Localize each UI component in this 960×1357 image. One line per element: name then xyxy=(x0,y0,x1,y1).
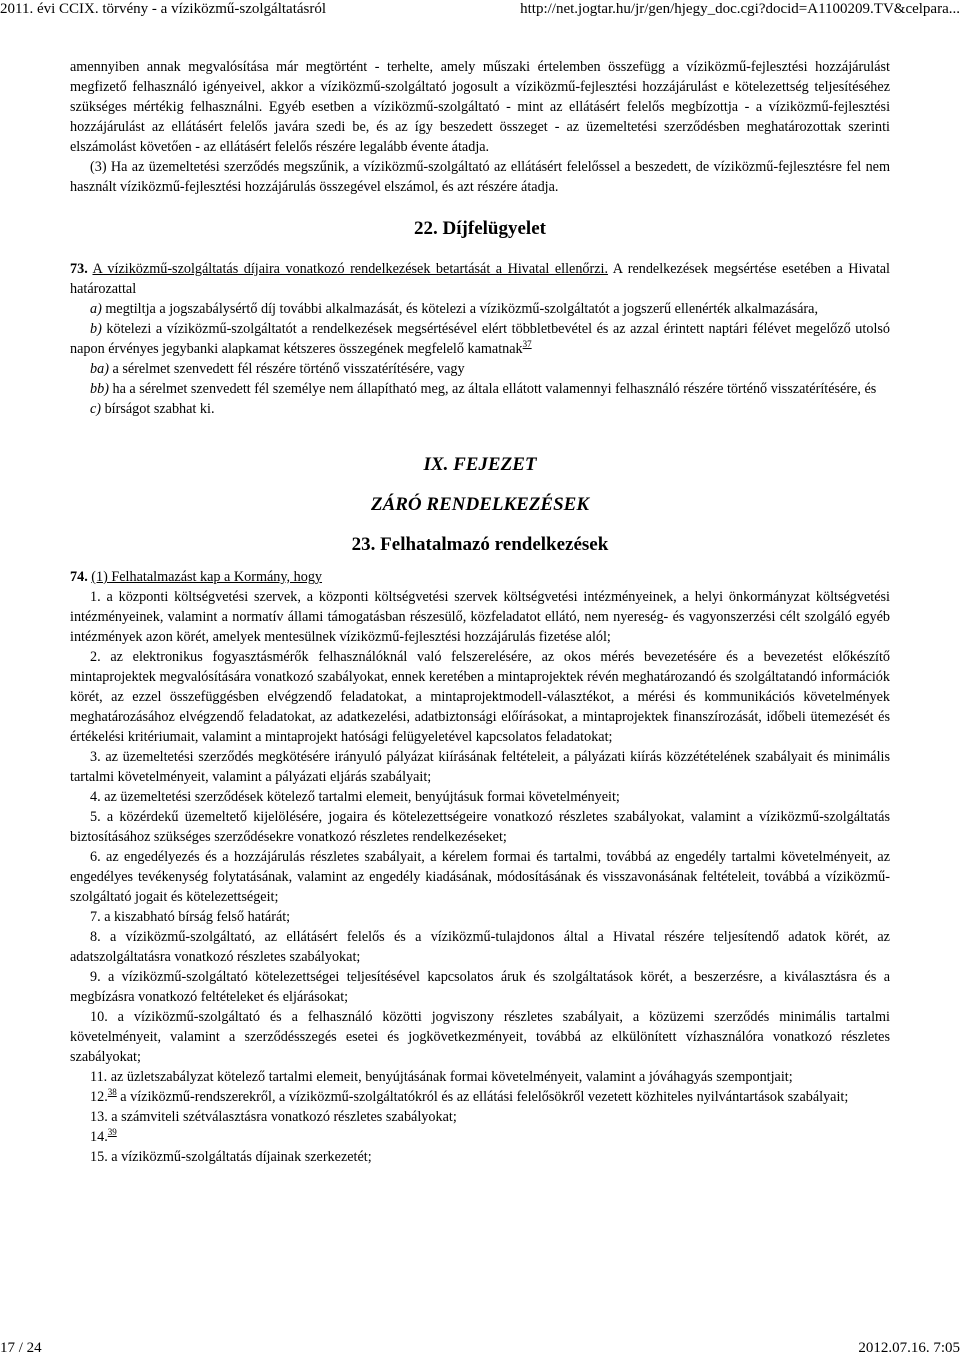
section-73: 73. A víziközmű-szolgáltatás díjaira vonatkozó rendelkezések betartását a Hivatal ellenőrzi. A rendelkezések megsértése esetében a Hivatal határozattal xyxy=(70,261,891,297)
document-body xyxy=(70,57,890,1167)
paragraph-2-continued: amennyiben annak megvalósítása már megtörtént - terhelte, amely műszaki értelemben összefügg a víziközmű-fejlesztési hozzájárulást megfizető felhasználó igényeivel, akkor a víziközmű-szolgáltató jogosult a víziközmű-fejlesztési hozzájárulást e kötelezettség teljesítéséhez szükséges mértékig felhasználni. Egyéb esetben a víziközmű-szolgáltató - mint az ellátásért felelős megbízottja - a víziközmű-fejlesztési hozzájárulást az ellátásért felelős javára szedi be, és az így beszedett összeget - az üzemeltetési szerződésben meghatározottak szerinti elszámolást követően - az ellátásért felelős részére legalább évente átadja. xyxy=(70,59,891,155)
list-item-1: 1. a központi költségvetési szervek, a központi költségvetési szervek költségvetési intézményeinek, a helyi önkormányzat költségvetési intézményeinek, valamint a normatív állami támogatásban részesülő, közfeladatot ellátó, nem nyereség- és vagyonszerzési célt szolgáló egyéb intézmények azon körét, amelyek mentesülnek víziközmű-fejlesztési hozzájárulás fizetése alól; xyxy=(70,589,890,645)
print-datetime: 2012.07.16. 7:05 xyxy=(858,1340,960,1356)
list-item-12: 12.38 a víziközmű-rendszerekről, a víziközmű-szolgáltatókról és az ellátási felelősökről vezetett közhiteles nyilvántartások szabályait; xyxy=(90,1087,849,1105)
page-number: 17 / 24 xyxy=(0,1340,42,1356)
footnote-link[interactable]: 37 xyxy=(522,339,532,349)
list-item-3: 3. az üzemeltetési szerződés megkötésére irányuló pályázat kiírásának feltételeit, a pályázati kiírás közzétételének szabályait és minimális tartalmi követelményeit, valamint a pályázati eljárás szabályait; xyxy=(70,749,890,785)
section-heading-22: 22. Díjfelügyelet xyxy=(414,218,546,239)
list-item-15: 15. a víziközmű-szolgáltatás díjainak szerkezetét; xyxy=(90,1149,372,1165)
amendment-link[interactable]: (1) Felhatalmazást kap a Kormány, hogy xyxy=(91,569,323,585)
section-heading-23: 23. Felhatalmazó rendelkezések xyxy=(351,534,609,555)
list-item-9: 9. a víziközmű-szolgáltató kötelezettségei teljesítésével kapcsolatos áruk és szolgáltatások körét, a beszerzésre, a kiválasztásra és a megbízásra vonatkozó feltételeket és eljárásokat; xyxy=(70,969,890,1005)
list-item-2: 2. az elektronikus fogyasztásmérők felhasználóknál való felszerelésére, az okos mérés bevezetésére és a bevezetést előkészítő mintaprojektek megvalósítására vonatkozó szabályokat, ennek keretében a mintaprojektek révén meghatározandó és szolgáltatandó információk körét, az ezzel összefüggésben elvégzendő feladatokat, a mintaprojektmodell-választékot, a mérési és kommunikációs követelmények meghatározásához elvégzendő feladatokat, az adatkezelési, adatbiztonsági előírásokat, a mintaprojektek finanszírozását, időbeli ütemezését és értékelési kritériumait, valamint a mintaprojekt hatósági felügyeletével kapcsolatos feladatokat; xyxy=(70,649,890,745)
header-url[interactable]: http://net.jogtar.hu/jr/gen/hjegy_doc.cgi?docid=A1100209.TV&celpara... xyxy=(520,1,960,17)
footnote-link[interactable]: 38 xyxy=(107,1087,117,1097)
chapter-title: ZÁRÓ RENDELKEZÉSEK xyxy=(370,494,590,515)
list-item-11: 11. az üzletszabályzat kötelező tartalmi elemeit, benyújtásának formai követelményeit, valamint a jóváhagyás szempontjait; xyxy=(90,1069,793,1085)
point-bb: bb) ha a sérelmet szenvedett fél személye nem állapítható meg, az általa ellátott valamennyi felhasználó részére történő visszatérítésére, és xyxy=(90,381,877,397)
list-item-14: 14.39 xyxy=(90,1127,117,1145)
section-number: 74. xyxy=(70,569,88,585)
header-document-title: 2011. évi CCIX. törvény - a víziközmű-szolgáltatásról xyxy=(0,1,327,17)
paragraph-3: (3) Ha az üzemeltetési szerződés megszűnik, a víziközmű-szolgáltató az ellátásért felelőssel a beszedett, de víziközmű-fejlesztésre fel nem használt víziközmű-fejlesztési hozzájárulás összegével elszámol, és azt részére átadja. xyxy=(70,159,890,195)
list-item-10: 10. a víziközmű-szolgáltató és a felhasználó közötti jogviszony részletes szabályait, a közüzemi szerződés minimális tartalmi követelményeit, valamint a szerződésszegés esetei és jogkövetkezményeit, továbbá az elkülönített vízhasználóra vonatkozó részletes szabályokat; xyxy=(70,1009,890,1065)
amendment-link[interactable]: A víziközmű-szolgáltatás díjaira vonatkozó rendelkezések betartását a Hivatal ellenőrzi. xyxy=(92,261,609,277)
chapter-heading: IX. FEJEZET xyxy=(423,454,537,475)
list-item-7: 7. a kiszabható bírság felső határát; xyxy=(90,909,291,925)
footnote-link[interactable]: 39 xyxy=(107,1127,117,1137)
section-74 xyxy=(70,567,890,587)
point-a: a) megtiltja a jogszabálysértő díj további alkalmazását, és kötelezi a víziközmű-szolgáltatót a jogszerű ellenérték alkalmazására, xyxy=(90,301,819,317)
point-ba: ba) a sérelmet szenvedett fél részére történő visszatérítésére, vagy xyxy=(90,361,465,377)
section-number: 73. xyxy=(70,261,88,277)
list-item-5: 5. a közérdekű üzemeltető kijelölésére, jogaira és kötelezettségeire vonatkozó részletes szabályokat, valamint a víziközmű-szolgáltatás biztosításához szükséges szerződésekre vonatkozó részletes rendelkezéseket; xyxy=(70,809,890,845)
list-item-8: 8. a víziközmű-szolgáltató, az ellátásért felelős és a víziközmű-tulajdonos által a Hivatal részére teljesítendő adatok körét, az adatszolgáltatásra vonatkozó részletes szabályokat; xyxy=(70,929,890,965)
point-c: c) bírságot szabhat ki. xyxy=(90,401,215,417)
list-item-6: 6. az engedélyezés és a hozzájárulás részletes szabályait, a kérelem formai és tartalmi, továbbá az engedély tartalmi követelményeit, az engedélyes tevékenység folytatásának, valamint az engedély kiadásának, módosításának és visszavonásának feltételeit, továbbá a víziközmű-szolgáltató jogait és kötelezettségeit; xyxy=(70,849,890,905)
list-item-13: 13. a számviteli szétválasztásra vonatkozó részletes szabályokat; xyxy=(90,1109,457,1125)
point-b: b) kötelezi a víziközmű-szolgáltatót a rendelkezések megsértésével elért többletbevétel és az azzal érintett naptári félévet megelőző utolsó napon érvényes jegybanki alapkamat kétszeres összegének megfelelő kamatnak$^{37}$ xyxy=(70,321,890,357)
list-item-4: 4. az üzemeltetési szerződések kötelező tartalmi elemeit, benyújtásuk formai követelményeit; xyxy=(90,789,620,805)
